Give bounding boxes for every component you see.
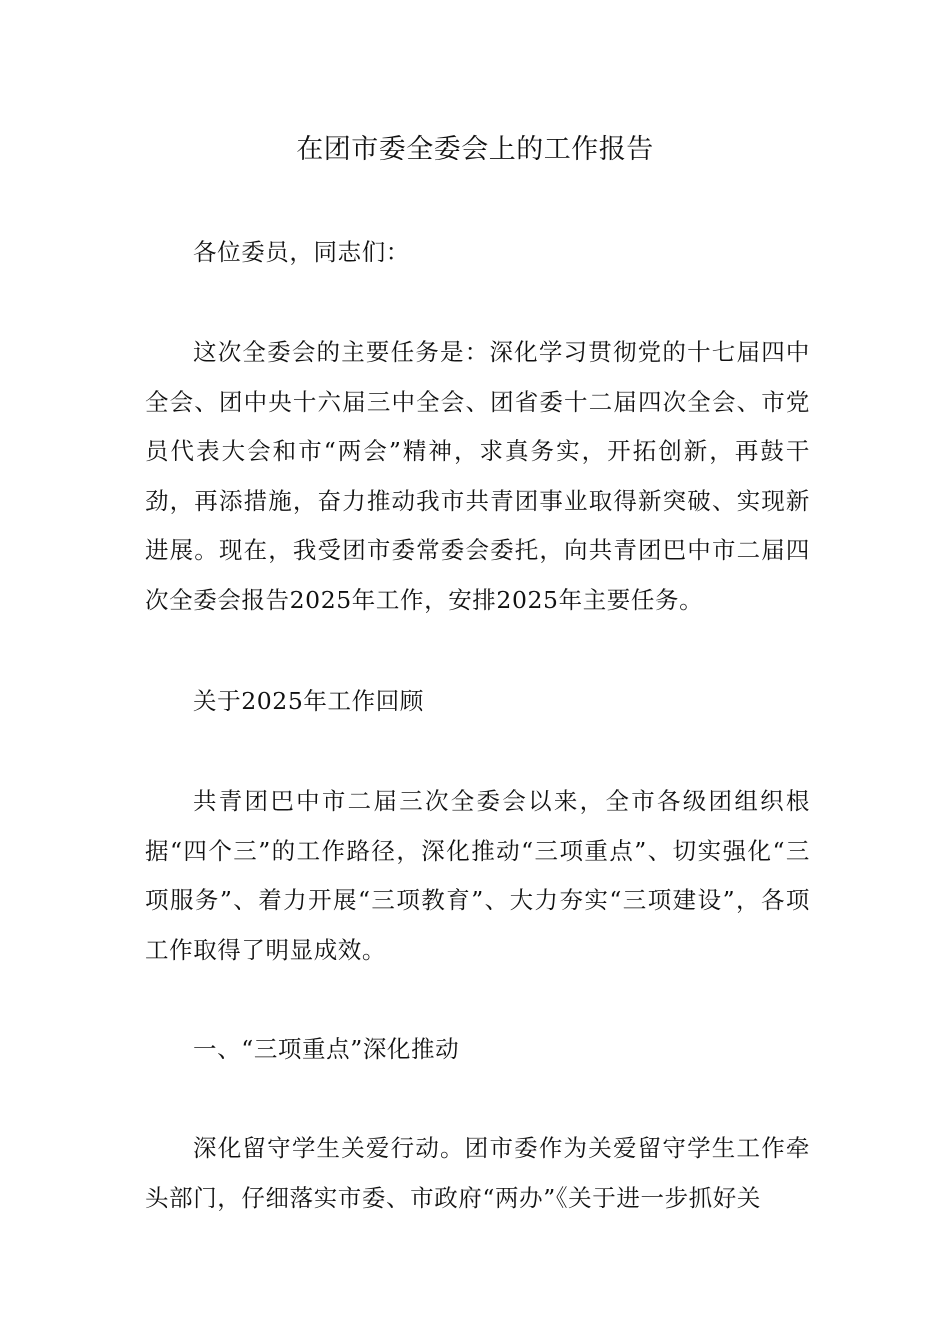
intro-paragraph: 这次全委会的主要任务是：深化学习贯彻党的十七届四中全会、团中央十六届三中全会、团省委十二届四次全会、市党员代表大会和市“两会”精神，求真务实，开拓创新，再鼓干劲，再添措施，奋力推动我市共青团事业取得新突破、实现新进展。现在，我受团市委常委会委托，向共青团巴中市二届四次全委会报告2025年工作，安排2025年主要任务。 xyxy=(145,338,810,614)
salutation-paragraph: 各位委员，同志们： xyxy=(193,238,410,266)
review-paragraph: 共青团巴中市二届三次全委会以来，全市各级团组织根据“四个三”的工作路径，深化推动“三项重点”、切实强化“三项服务”、着力开展“三项教育”、大力夯实“三项建设”，各项工作取得了明显成效。 xyxy=(145,787,810,964)
section-heading-one: 一、“三项重点”深化推动 xyxy=(193,1035,460,1063)
document-title: 在团市委全委会上的工作报告 xyxy=(296,134,654,165)
section-one-paragraph: 深化留守学生关爱行动。团市委作为关爱留守学生工作牵头部门，仔细落实市委、市政府“两办”《关于进一步抓好关 xyxy=(145,1134,810,1212)
section-heading-review: 关于2025年工作回顾 xyxy=(193,687,424,715)
